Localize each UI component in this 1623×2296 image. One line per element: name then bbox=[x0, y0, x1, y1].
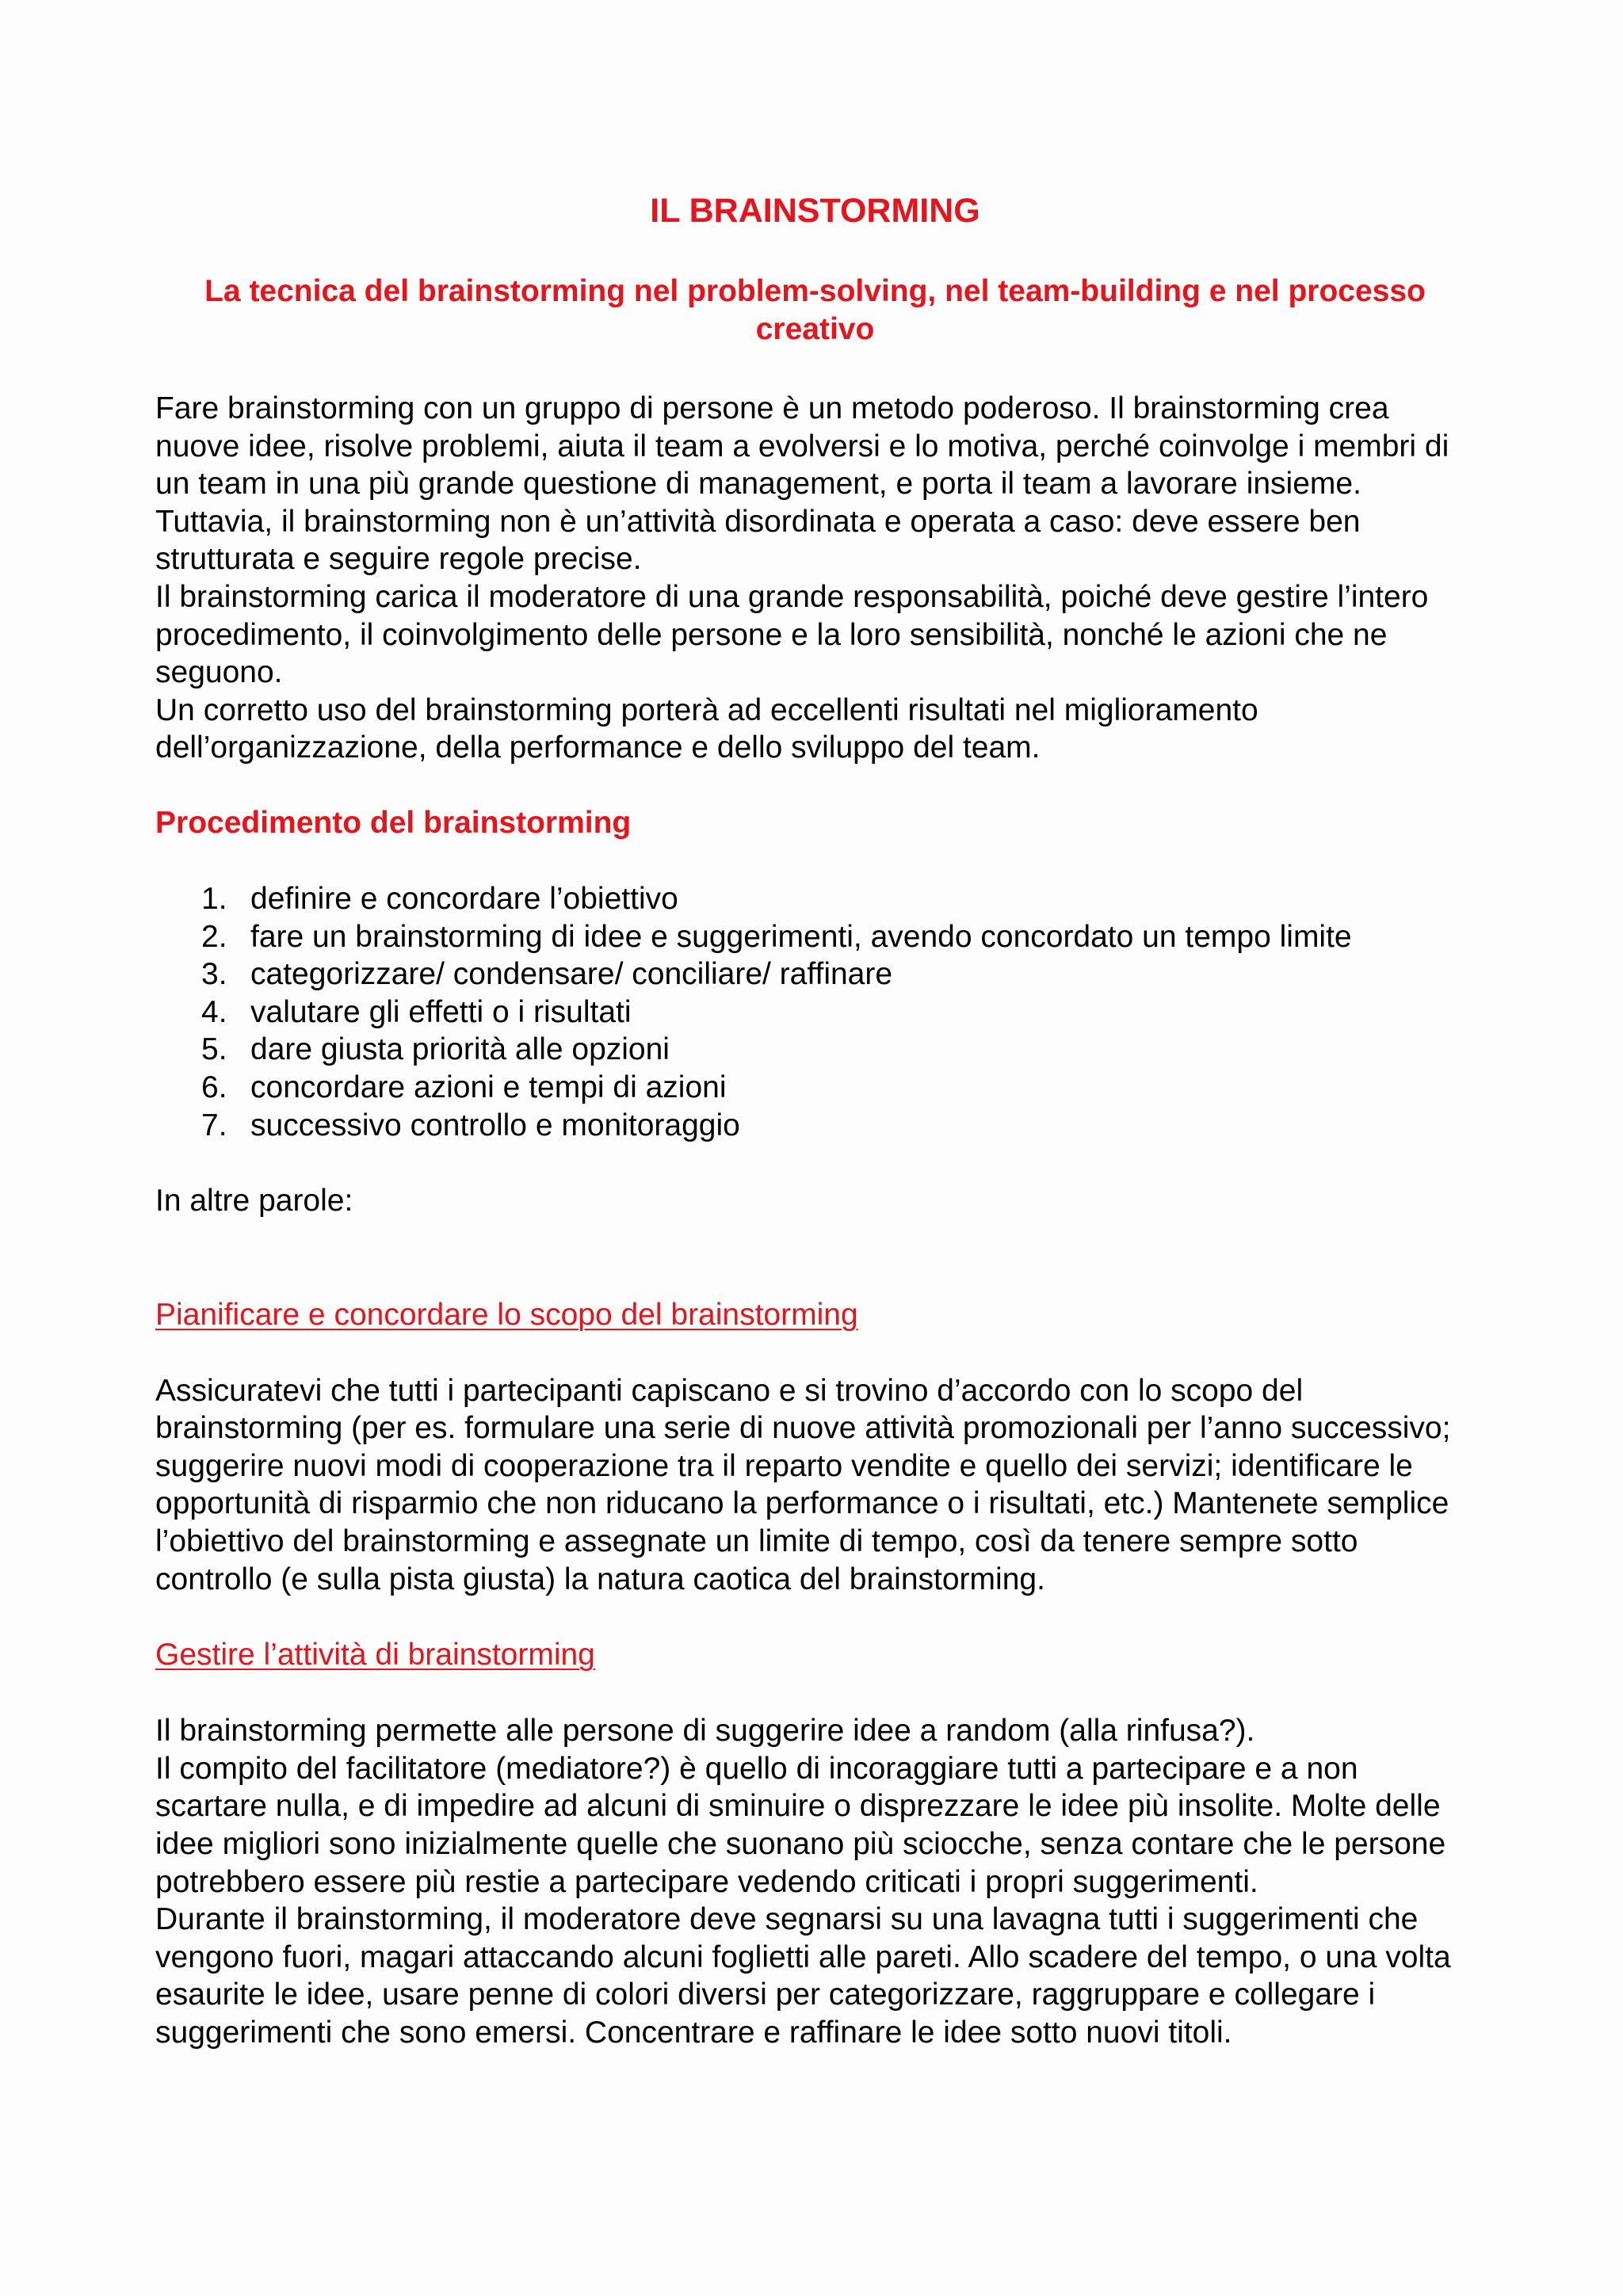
in-other-words-text: In altre parole: bbox=[155, 1184, 353, 1219]
procedure-heading: Procedimento del brainstorming bbox=[155, 805, 632, 840]
list-item bbox=[201, 1069, 1475, 1107]
page-subtitle: La tecnica del brainstorming nel problem-solving, nel team-building e nel processo creativo bbox=[204, 274, 1426, 346]
section-heading-plan[interactable]: Pianificare e concordare lo scopo del brainstorming bbox=[155, 1297, 858, 1332]
list-item-text: concordare azioni e tempi di azioni bbox=[250, 1070, 727, 1104]
list-item-number: 5. bbox=[201, 1032, 227, 1067]
procedure-steps-list bbox=[155, 880, 1475, 1144]
list-item bbox=[201, 918, 1475, 956]
list-item-number: 6. bbox=[201, 1070, 227, 1104]
spacer bbox=[155, 1220, 1475, 1296]
list-item bbox=[201, 1107, 1475, 1145]
intro-paragraph-3: Un corretto uso del brainstorming porterà ad eccellenti risultati nel miglioramento dell’organizzazione, della performance e dello sviluppo del team. bbox=[155, 692, 1258, 765]
intro-paragraph-1: Fare brainstorming con un gruppo di persone è un metodo poderoso. Il brainstorming crea nuove idee, risolve problemi, aiuta il team a evolversi e lo motiva, perché coinvolge i membri di un team in una più grande questione di management, e porta il team a lavorare insieme. Tuttavia, il brainstorming non è un’attività disordinata e operata a caso: deve essere ben strutturata e seguire regole precise. bbox=[155, 391, 1449, 577]
list-item-number: 1. bbox=[201, 881, 227, 916]
list-item-text: definire e concordare l’obiettivo bbox=[250, 881, 678, 916]
spacer bbox=[155, 1598, 1475, 1636]
spacer bbox=[155, 1144, 1475, 1182]
section-plan-body: Assicuratevi che tutti i partecipanti capiscano e si trovino d’accordo con lo scopo del brainstorming (per es. formulare una serie di nuove attività promozionali per l’anno successivo; suggerire nuovi modi di cooperazione tra il reparto vendite e quello dei servizi; identificare le opportunità di risparmio che non riducano la performance o i risultati, etc.) Mantenete semplice l’obiettivo del brainstorming e assegnate un limite di tempo, così da tenere sempre sotto controllo (e sulla pista giusta) la natura caotica del brainstorming. bbox=[155, 1373, 1451, 1596]
list-item bbox=[201, 994, 1475, 1032]
section-heading-manage[interactable]: Gestire l’attività di brainstorming bbox=[155, 1638, 595, 1672]
list-item-number: 2. bbox=[201, 919, 227, 954]
spacer bbox=[155, 1674, 1475, 1712]
list-item-text: valutare gli effetti o i risultati bbox=[250, 994, 632, 1029]
spacer bbox=[155, 1334, 1475, 1372]
intro-paragraph-2: Il brainstorming carica il moderatore di una grande responsabilità, poiché deve gestire l’intero procedimento, il coinvolgimento delle persone e la loro sensibilità, nonché le azioni che ne seguono. bbox=[155, 579, 1429, 690]
section-manage-paragraph-2: Il compito del facilitatore (mediatore?) è quello di incoraggiare tutti a partecipare e a non scartare nulla, e di impedire ad alcuni di sminuire o disprezzare le idee più insolite. Molte delle idee migliori sono inizialmente quelle che suonano più sciocche, senza contare che le persone potrebbero essere più restie a partecipare vedendo criticati i propri suggerimenti. bbox=[155, 1751, 1446, 1899]
list-item-number: 4. bbox=[201, 994, 227, 1029]
list-item-number: 7. bbox=[201, 1108, 227, 1142]
list-item-text: successivo controllo e monitoraggio bbox=[250, 1108, 740, 1142]
list-item-text: categorizzare/ condensare/ conciliare/ raffinare bbox=[250, 957, 893, 992]
section-manage-paragraph-3: Durante il brainstorming, il moderatore deve segnarsi su una lavagna tutti i suggerimenti che vengono fuori, magari attaccando alcuni foglietti alle pareti. Allo scadere del tempo, o una volta esaurite le idee, usare penne di colori diversi per categorizzare, raggruppare e collegare i suggerimenti che sono emersi. Concentrare e raffinare le idee sotto nuovi titoli. bbox=[155, 1902, 1451, 2050]
list-item-number: 3. bbox=[201, 957, 227, 992]
list-item-text: fare un brainstorming di idee e suggerimenti, avendo concordato un tempo limite bbox=[250, 919, 1352, 954]
list-item-text: dare giusta priorità alle opzioni bbox=[250, 1032, 670, 1067]
list-item bbox=[201, 955, 1475, 994]
list-item bbox=[201, 880, 1475, 918]
list-item bbox=[201, 1031, 1475, 1069]
document-content bbox=[155, 190, 1475, 2052]
page-title: IL BRAINSTORMING bbox=[650, 192, 980, 230]
section-manage-paragraph-1: Il brainstorming permette alle persone di suggerire idee a random (alla rinfusa?). bbox=[155, 1714, 1255, 1749]
